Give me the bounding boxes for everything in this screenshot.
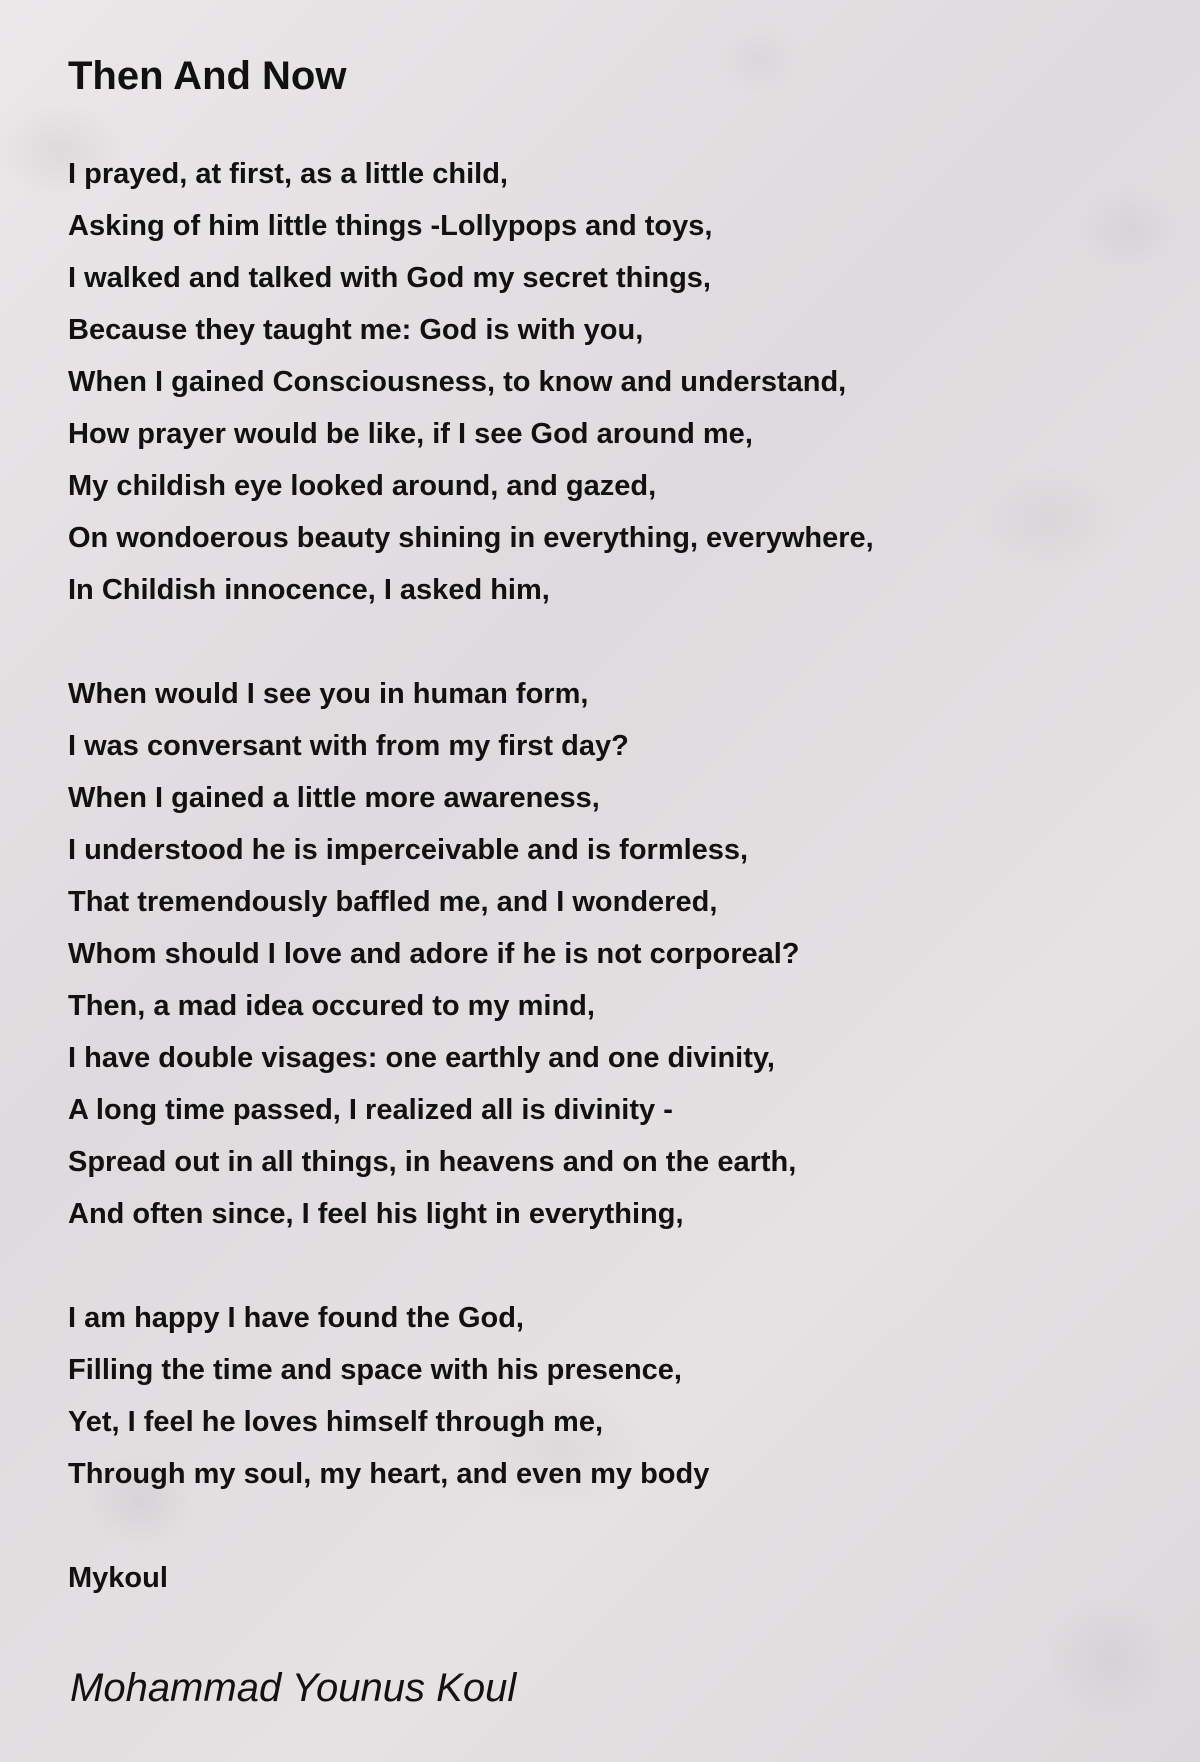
poem-line: I was conversant with from my first day? [68, 730, 629, 762]
poem-line: My childish eye looked around, and gazed, [68, 470, 657, 502]
poem-line: I understood he is imperceivable and is formless, [68, 834, 749, 866]
poem-line: Filling the time and space with his presence, [68, 1354, 682, 1386]
poem-line: On wondoerous beauty shining in everything, everywhere, [68, 522, 874, 554]
poem-line: Yet, I feel he loves himself through me, [68, 1406, 604, 1438]
poem-line: I have double visages: one earthly and one divinity, [68, 1042, 775, 1074]
stanza-2 [68, 668, 1148, 1240]
poem-body [68, 148, 1148, 1604]
poem-line: I am happy I have found the God, [68, 1302, 524, 1334]
poem-line: Asking of him little things -Lollypops and toys, [68, 210, 713, 242]
author-name: Mohammad Younus Koul [70, 1666, 517, 1710]
poem-line: When I gained Consciousness, to know and understand, [68, 366, 847, 398]
poem-signature: Mykoul [68, 1562, 168, 1594]
poem-line: Because they taught me: God is with you, [68, 314, 644, 346]
stanza-3 [68, 1292, 1148, 1500]
stanza-1 [68, 148, 1148, 616]
poem-line: How prayer would be like, if I see God around me, [68, 418, 753, 450]
poem-line: A long time passed, I realized all is divinity - [68, 1094, 673, 1126]
poem-line: I prayed, at first, as a little child, [68, 158, 508, 190]
poem-line: That tremendously baffled me, and I wondered, [68, 886, 718, 918]
poem-line: Through my soul, my heart, and even my body [68, 1458, 710, 1490]
poem-line: And often since, I feel his light in everything, [68, 1198, 684, 1230]
poem-line: When I gained a little more awareness, [68, 782, 600, 814]
poem-line: When would I see you in human form, [68, 678, 589, 710]
poem-line: Then, a mad idea occured to my mind, [68, 990, 595, 1022]
poem-line: I walked and talked with God my secret things, [68, 262, 711, 294]
poem-line: Whom should I love and adore if he is not corporeal? [68, 938, 800, 970]
poem-line: In Childish innocence, I asked him, [68, 574, 550, 606]
poem-line: Spread out in all things, in heavens and on the earth, [68, 1146, 797, 1178]
poem-title: Then And Now [68, 54, 347, 98]
